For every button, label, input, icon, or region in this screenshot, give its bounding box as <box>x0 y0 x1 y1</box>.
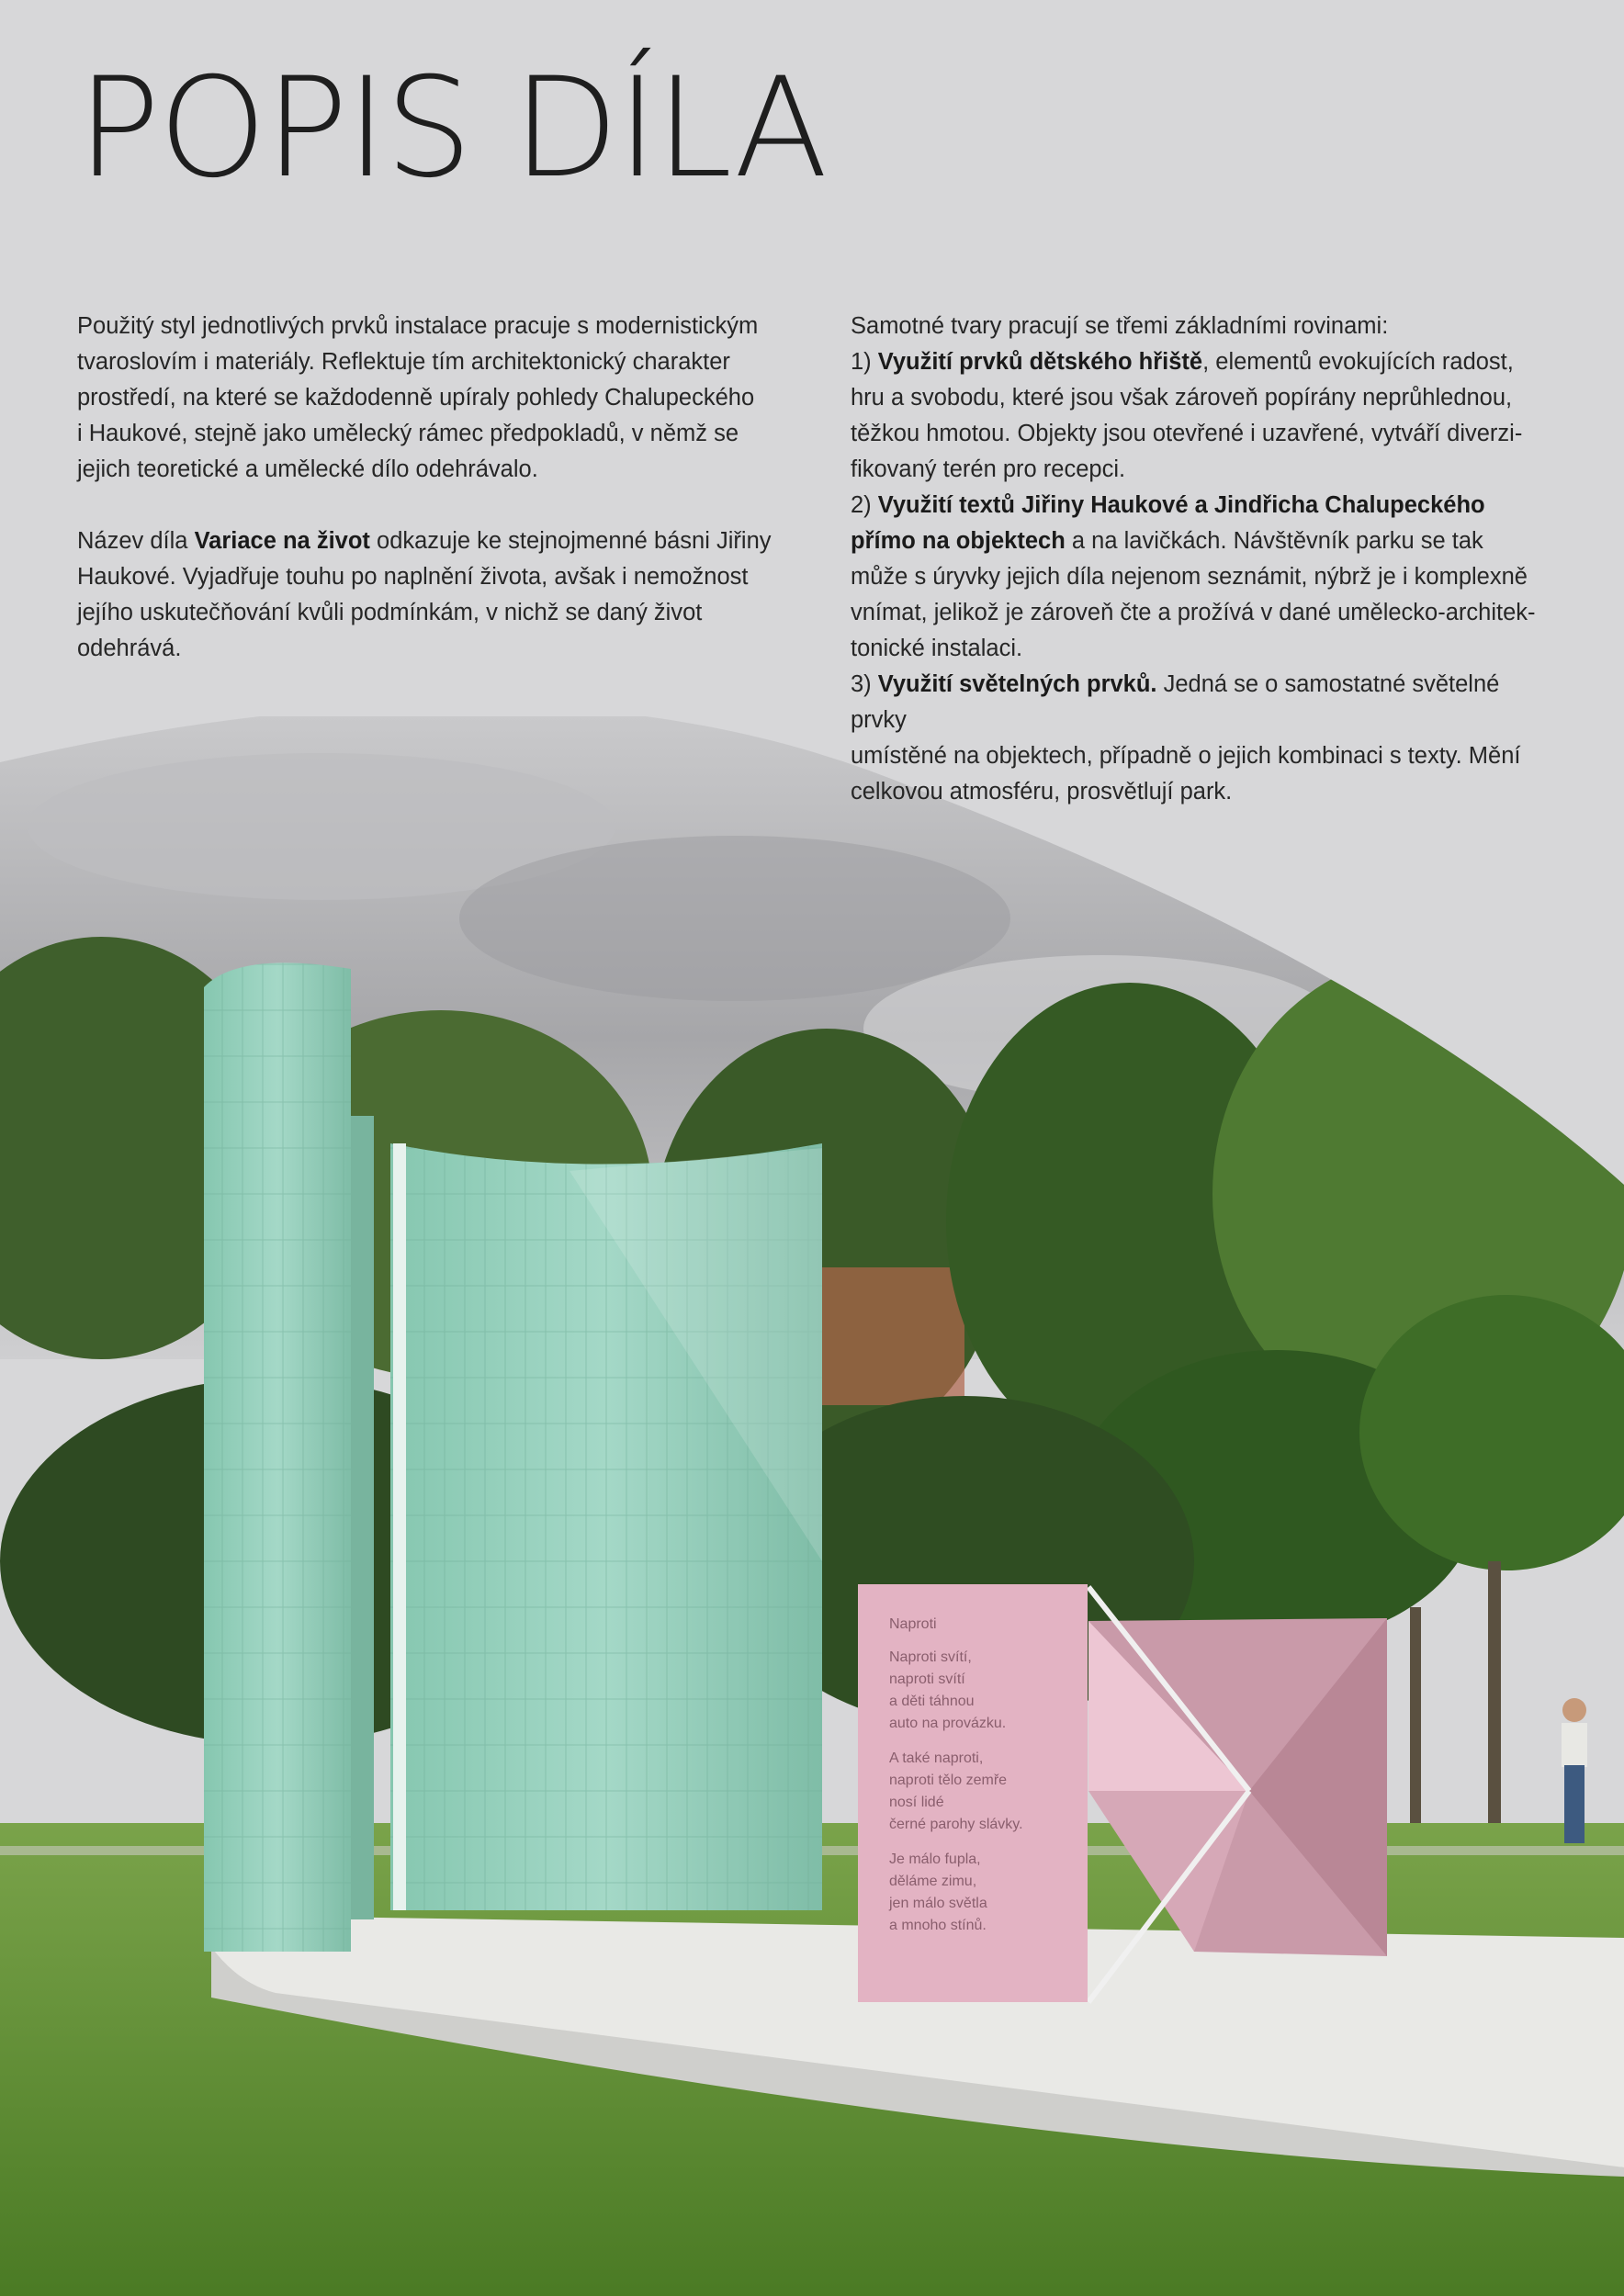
paragraph-title: Název díla Variace na život odkazuje ke stejnojmenné básni Jiřiny Haukové. Vyjadřuje touhu po naplnění života, avšak i nemožnost jejího uskutečňování kvůli podmínkám, v nichž se daný život odehrává. <box>77 528 772 661</box>
child-figure <box>1562 1698 1587 1843</box>
level-3: 3) Využití světelných prvků. Jedná se o samostatné světelné prvky umístěné na objektech, případně o jejich kombinaci s texty. Mění celkovou atmosféru, prosvětlují park. <box>851 671 1521 805</box>
page-title: POPIS DÍLA <box>77 49 827 208</box>
left-text-column <box>77 309 784 667</box>
levels-intro: Samotné tvary pracují se třemi základními rovinami: <box>851 313 1389 339</box>
work-title: Variace na život <box>194 528 370 554</box>
paragraph-style: Použitý styl jednotlivých prvků instalace pracuje s modernistickým tvaroslovím i materiály. Reflektuje tím architektonický charakter prostředí, na které se každodenně upíraly pohledy Chalupeckého i Haukové, stejně jako umělecký rámec předpokladů, v němž se jejich teoretické a umělecké dílo odehrávalo. <box>77 313 759 482</box>
mint-tower <box>204 962 374 1952</box>
mint-curved-wall <box>390 1143 822 1910</box>
poem-title: Naproti <box>889 1616 937 1632</box>
level-2: 2) Využití textů Jiřiny Haukové a Jindřicha Chalupeckého přímo na objektech a na lavičkách. Návštěvník parku se tak může s úryvky jejich díla nejenom seznámit, nýbrž je i komplexně vnímat, jelikož je zároveň čte a prožívá v dané umělecko-architek- tonické instalaci. <box>851 492 1536 661</box>
right-text-column <box>851 309 1558 810</box>
poem-panel-text: Naproti Naproti svítí, naproti svítí a děti táhnou auto na provázku. A také naproti, naproti tělo zemře nosí lidé černé parohy slávky. Je málo fupla, děláme zimu, jen málo světla a mnoho stínů. <box>889 1614 1087 1937</box>
level-1: 1) Využití prvků dětského hřiště, elementů evokujících radost, hru a svobodu, které jsou však zároveň popírány neprůhlednou, těžkou hmotou. Objekty jsou otevřené i uzavřené, vytváří diverzi- fikovaný terén pro recepci. <box>851 349 1523 482</box>
